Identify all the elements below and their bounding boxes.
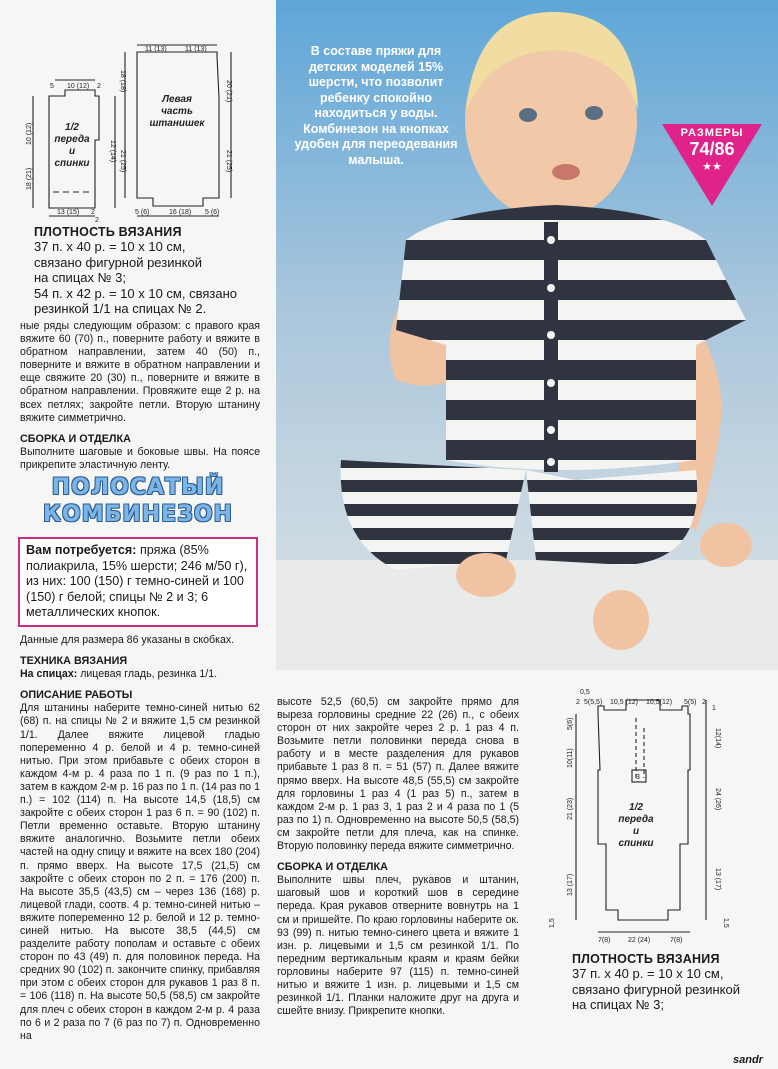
dim-label: 13 (17) [567,873,574,896]
density-line: связано фигурной резинкой [34,254,202,270]
dim-label: 12(14) [714,728,721,749]
brand-mark: sandr [733,1054,763,1066]
density-line: на спицах № 3; [34,270,127,285]
dim-label: 10,5(12) [646,699,673,706]
diagram-label: переда [618,814,654,825]
section-heading: ОПИСАНИЕ РАБОТЫ [20,689,133,702]
body-paragraph: Выполните шаговые и боковые швы. На поясе прикрепите эластичную ленту. [20,445,260,471]
density-block-bottom [572,952,772,1013]
dim-label: 5 (6) [205,209,220,216]
dim-label: 21 (23) [567,797,574,820]
schematic-right [540,688,775,950]
density-line: 37 п. x 40 р. = 10 x 10 см, [572,966,724,981]
dim-label: 7(8) [598,937,611,944]
dim-label: 10,5 (12) [610,699,639,706]
sizes-badge [662,124,762,206]
diagram-label: и [632,826,640,837]
dim-label: 11 (13) [185,46,207,53]
dim-label: 1,5 [722,918,729,928]
dim-label: 24 (26) [714,788,721,811]
diagram-label: штанишек [149,118,205,129]
section-heading: СБОРКА И ОТДЕЛКА [20,432,131,445]
body-paragraph: ные ряды следующим образом: с правого края вяжите 60 (70) п., поверните работу и вяжите в обратном направлении, затем 40 (50) п., поверните и вяжите в обратном направлении и еще свяжите 20 (30) п., поверните и вяжите в обратном направлении. Провяжите еще 2 р. на всех петлях; закройте петли. Вторую штанину вяжите симметрично. [20,320,260,424]
materials-label: Вам потребуется: [26,543,137,557]
section-heading: ТЕХНИКА ВЯЗАНИЯ [20,655,128,668]
diagram-label: часть [161,106,193,117]
dim-label: 2 [702,699,706,706]
dim-label: 18 (18) [119,70,126,93]
section-heading: СБОРКА И ОТДЕЛКА [277,861,388,874]
instructions-left [20,634,260,1043]
dim-label: 1,5 [549,918,556,928]
density-title: ПЛОТНОСТЬ ВЯЗАНИЯ [572,952,720,966]
density-line: 54 п. x 42 р. = 10 x 10 см, связано [34,285,237,301]
dim-label: 2 [97,83,101,90]
article-title [18,475,258,527]
photo-caption: В составе пряжи для детских моделей 15% шерсти, что позволит ребенку спокойно находиться у воды. Комбинезон на кнопках удобен для переодевания малыша. [294,44,458,167]
density-block-top [34,225,264,317]
dim-label: 16 (18) [169,209,192,216]
instructions-middle [277,696,519,1018]
dim-label: 1 [712,705,716,712]
dim-label: 21 (25) [225,150,232,173]
dim-label: 0,5 [580,689,590,696]
dim-label: 10 (12) [67,83,90,90]
dim-label: 18 (21) [26,167,33,190]
body-paragraph: Для штанины наберите темно-синей нитью 62 (68) п. на спицы № 2 и вяжите 1,5 см резинкой 1/1. Далее вяжите лицевой гладью попеременно 4 р. белой и 4 р. темно-синей нитью. При этом прибавьте с обеих сторон в каждом 4-м р. 4 раза по 1 п. (9 раз по 1 п.), затем в каждом 2-м р. 16 раз по 1 п. (14 раз по 1 п.) = 102 (114) п. На высоте 14,5 (18,5) см закройте с обеих сторон 1 раз 6 п. = 90 (102) п. Петли временно оставьте. Вторую штанину вяжите аналогично. Возьмите петли обеих частей на одну спицу и вяжите на всех 180 (204) п. прямо вверх. На высоте 17,5 (21,5) см закройте с обеих сторон по 2 п. = 176 (200) п. На высоте 35,5 (43,5) см – через 136 (168) р. лицевой глади, соотв. 4 р. темно-синей нитью – вяжите попеременно 12 р. белой и 12 р. темно-синей нитью. На высоте 38,5 (44,5) см разделите работу пополам и оставьте с обеих сторон по 43 (49) п. для половинок переда. На средних 90 (102) п. закончите спинку, прибавляя при этом с обеих сторон для рукавов 1 раз 8 п. = 106 (118) п. На высоте 50,5 (58,5) см закройте для плеч с обеих сторон в каждом 2-м р. 4 раза по 6 и 2 раза по 7 (6 раз по 7) п. Одновременно на [20,702,260,1042]
diagram-label: спинки [54,158,90,169]
sizes-value: 74/86 [689,139,735,159]
diagram-label: 1/2 [629,802,643,813]
dim-label: 7(8) [670,937,683,944]
body-paragraph: высоте 52,5 (60,5) см закройте прямо для выреза горловины средние 22 (26) п., с обеих сторон от них закройте через 2 р. 1 раз 4 п. Возьмите петли половинки переда снова в работу и в месте разделения для рукавов прибавьте 1 раз 8 п. = 51 (57) п. Далее вяжите прямо вверх. На высоте 48,5 (55,5) см закройте для горловины 1 раз 4 (1 раз 5) п., затем в каждом 2-м р. 1 раз 3, 1 раз 2 и 4 раза по 1 (5 раз по 1) п. Одновременно на высоте 50,5 (58,5) см закройте петли для плеча, как на спинке. Вторую половинку переда вяжите симметрично. [277,696,519,853]
dim-label: 12 (14) [109,140,116,163]
dim-label: 2 [91,209,95,216]
density-title: ПЛОТНОСТЬ ВЯЗАНИЯ [34,225,182,239]
size-note: Данные для размера 86 указаны в скобках. [20,634,235,646]
body-paragraph: Выполните швы плеч, рукавов и штанин, шаговый шов и короткий шов в середине переда. Края рукавов отверните вовнутрь на 1 см и пришейте. По краю горловины наберите ок. 93 (99) п. нитью темно-синего цвета и вяжите 1 изн. р. лицевыми и 1,5 см резинкой 1/1. По передним вертикальным краям и краям бейки горловины наберите 97 (115) п. темно-синей нитью и вяжите 1 изн. р. лицевыми и 1,5 см резинкой 1/1. Планки наложите друг на друга и сшейте внизу. Прикрепите кнопки. [277,874,519,1018]
technique-text: лицевая гладь, резинка 1/1. [80,668,218,681]
diagram-label: спинки [618,838,654,849]
dim-label: 3 [636,774,640,781]
dim-label: 10(11) [567,748,574,768]
dim-label: 22 (24) [628,937,651,944]
dim-label: 11 (13) [145,46,167,53]
body-paragraph [20,668,260,681]
dim-label: 13 (17) [714,868,721,891]
product-photo [276,0,778,670]
continuation-text [20,320,260,472]
sizes-label: РАЗМЕРЫ [680,127,744,139]
density-line: резинкой 1/1 на спицах № 2. [34,301,207,316]
diagram-label: 1/2 [65,122,79,133]
dim-label: 5(5,5) [584,699,603,706]
dim-label: 21 (25) [119,150,126,173]
stars: ★★ [702,161,722,173]
dim-label: 5 (6) [135,209,150,216]
title-line: КОМБИНЕЗОН [43,502,233,527]
density-line: на спицах № 3; [572,997,665,1012]
materials-box [18,537,258,627]
dim-label: 5(6) [567,717,574,730]
diagram-label: Левая [162,94,192,105]
diagram-label: переда [54,134,90,145]
diagram-label: и [68,146,76,157]
materials-text: пряжа (85% полиакрила, 15% шерсти; 246 м/50 г), из них: 100 (150) г темно-синей и 100 (150) г белой; спицы № 2 и 3; 6 металлических кнопок. [26,543,248,619]
density-line: связано фигурной резинкой [572,981,740,997]
dim-label: 5 [50,83,54,90]
dim-label: 20 (21) [225,80,232,103]
dim-label: 2 [95,217,99,224]
dim-label: 10 (12) [26,122,33,145]
dim-label: 5(5) [684,699,697,706]
title-line: ПОЛОСАТЫЙ [51,475,225,500]
dim-label: 2 [576,699,580,706]
schematic-left [25,40,255,224]
density-line: 37 п. x 40 р. = 10 x 10 см, [34,239,186,254]
dim-label: 13 (15) [57,209,80,216]
technique-label: На спицах: [20,668,78,681]
